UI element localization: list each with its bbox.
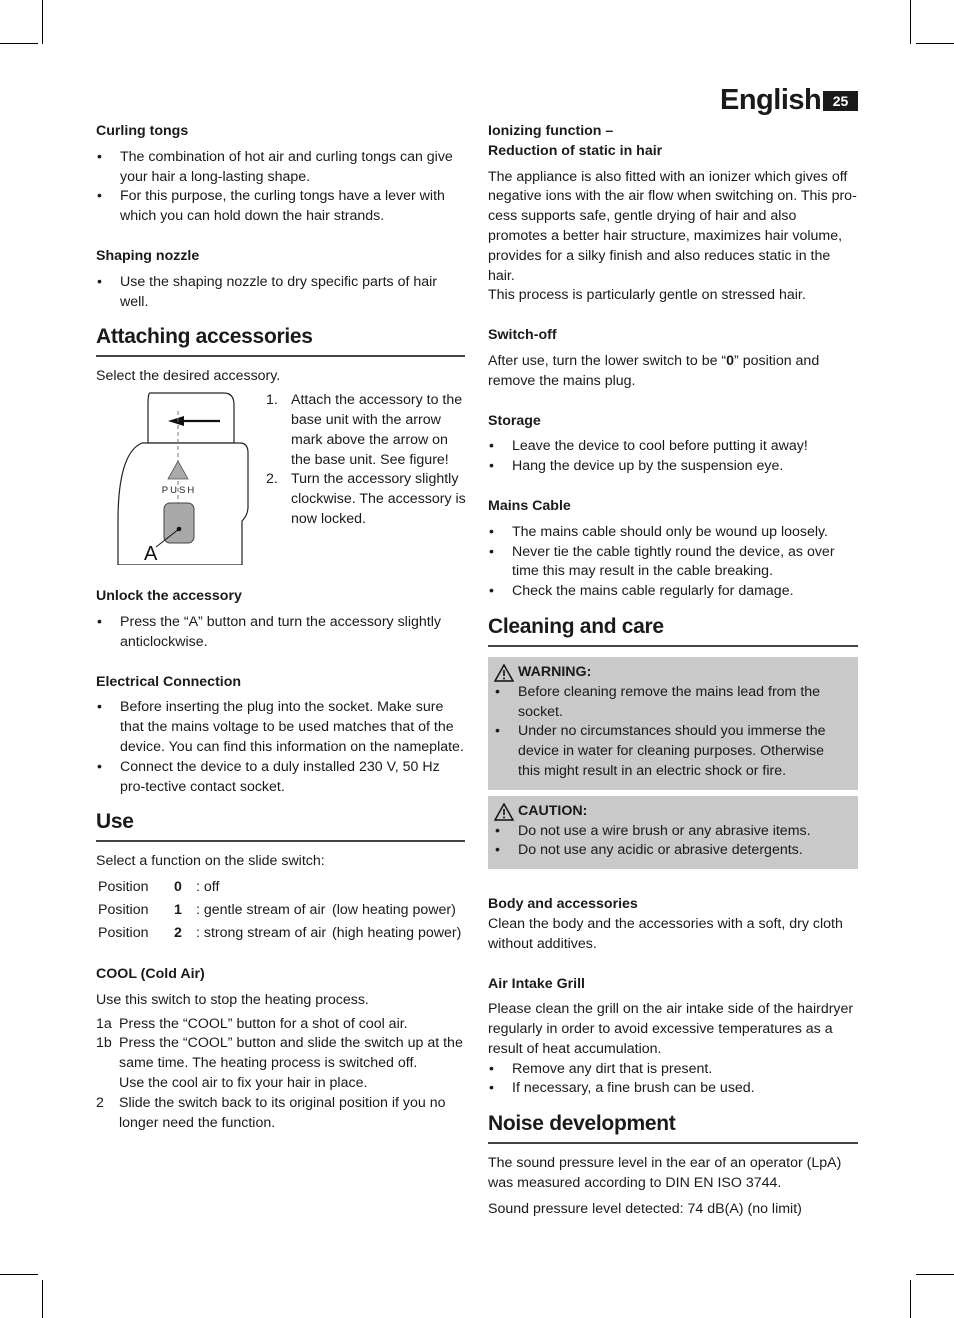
storage-list (488, 437, 858, 477)
caution-icon (494, 803, 514, 821)
switch-positions-table (98, 876, 461, 945)
noise-level-text: Sound pressure level detected: 74 dB(A) (no limit) (488, 1200, 802, 1217)
use-heading: Use (96, 809, 465, 842)
list-item: • Use the shaping nozzle to dry specific parts of hair well. (96, 273, 465, 313)
list-item: • Before inserting the plug into the socket. Make sure that the mains voltage to be used matches that of the device. You can find this information on the nameplate. (96, 698, 465, 757)
list-item: • The mains cable should only be wound up loosely. (488, 523, 858, 543)
list-item: • Under no circumstances should you immerse the device in water for cleaning purposes. Otherwise this might result in an electric shock or fire. (494, 722, 848, 781)
caution-title: CAUTION: (518, 802, 588, 819)
ionizing-text-2: This process is particularly gentle on stressed hair. (488, 287, 806, 304)
crop-mark (0, 43, 38, 44)
table-row: Position 2 : strong stream of air (high heating power) (98, 924, 462, 941)
a-button-label: A (144, 543, 158, 566)
list-item: 1. Attach the accessory to the base unit with the arrow mark above the arrow on the base unit. See figure! (266, 392, 463, 468)
crop-mark (0, 1274, 38, 1275)
use-intro: Select a function on the slide switch: (96, 853, 325, 870)
table-row: Position 1 : gentle stream of air (low heating power) (98, 901, 456, 918)
unlock-accessory-title: Unlock the accessory (96, 588, 242, 605)
list-item: • Before cleaning remove the mains lead from the socket. (494, 683, 848, 723)
accessory-attach-figure (112, 391, 252, 565)
list-item: • Leave the device to cool before putting it away! (488, 437, 858, 457)
switch-off-text: After use, turn the lower switch to be “0” position and remove the mains plug. (488, 352, 820, 389)
electrical-list (96, 698, 465, 797)
shaping-nozzle-title: Shaping nozzle (96, 247, 200, 264)
crop-mark (910, 0, 911, 44)
push-label: PUSH (161, 485, 197, 497)
caution-box (488, 796, 858, 869)
left-column (96, 122, 465, 1133)
body-accessories-text: Clean the body and the accessories with a soft, dry cloth without additives. (488, 915, 843, 952)
crop-mark (910, 1280, 911, 1318)
crop-mark (42, 1280, 43, 1318)
cool-steps (96, 1015, 465, 1134)
list-item: 1b Press the “COOL” button and slide the switch up at the same time. The heating process is switched off. Use the cool air to fix your hair in place. (96, 1035, 463, 1092)
table-row: Position 0 : off (98, 878, 220, 895)
right-column (488, 122, 858, 1220)
list-item: 2. Turn the accessory slightly clockwise. The accessory is now locked. (266, 471, 466, 527)
list-item: • Press the “A” button and turn the accessory slightly anticlockwise. (96, 613, 465, 653)
list-item: 1a Press the “COOL” button for a shot of cool air. (96, 1015, 408, 1032)
body-accessories-title: Body and accessories (488, 896, 638, 913)
cool-intro: Use this switch to stop the heating process. (96, 991, 369, 1008)
warning-list (494, 683, 848, 782)
list-item: 2 Slide the switch back to its original position if you no longer need the function. (96, 1094, 446, 1131)
ionizing-title: Ionizing function – Reduction of static in hair (488, 123, 663, 159)
mains-cable-list (488, 523, 858, 602)
list-item: • Check the mains cable regularly for damage. (488, 582, 858, 602)
crop-mark (916, 43, 954, 44)
ionizing-text: The appliance is also fitted with an ionizer which gives off negative ions with the air flow when switching on. This pro-cess supports safe, gentle drying of hair and also promotes a better hair structure, maximizes hair volume, provides for a silky finish and also reduces static in the hair. (488, 168, 857, 284)
crop-mark (42, 0, 43, 44)
curling-tongs-list (96, 148, 465, 227)
list-item: • Do not use any acidic or abrasive detergents. (494, 841, 848, 861)
attach-steps (266, 391, 466, 530)
warning-title: WARNING: (518, 663, 592, 680)
list-item: • Never tie the cable tightly round the device, as over time this may result in the cable breaking. (488, 543, 858, 583)
list-item: • For this purpose, the curling tongs have a lever with which you can hold down the hair strands. (96, 187, 465, 227)
air-intake-text: Please clean the grill on the air intake side of the hairdryer regularly in order to avoid excessive temperatures as a result of heat accumulation. (488, 1001, 854, 1057)
warning-icon (494, 664, 514, 682)
noise-heading: Noise development (488, 1111, 858, 1144)
attaching-block (96, 391, 465, 587)
storage-title: Storage (488, 412, 541, 429)
unlock-list (96, 613, 465, 653)
caution-list (494, 822, 848, 862)
list-item: • Remove any dirt that is present. (488, 1060, 858, 1080)
shaping-nozzle-list (96, 273, 465, 313)
electrical-connection-title: Electrical Connection (96, 673, 242, 690)
attaching-accessories-heading: Attaching accessories (96, 324, 465, 357)
list-item: • Do not use a wire brush or any abrasive items. (494, 822, 848, 842)
crop-mark (916, 1274, 954, 1275)
switch-off-title: Switch-off (488, 327, 557, 344)
list-item: • Connect the device to a duly installed 230 V, 50 Hz pro-tective contact socket. (96, 758, 465, 798)
mains-cable-title: Mains Cable (488, 497, 571, 514)
warning-box (488, 657, 858, 790)
cleaning-heading: Cleaning and care (488, 614, 858, 647)
page-number: 25 (823, 91, 858, 111)
list-item: • The combination of hot air and curling tongs can give your hair a long-lasting shape. (96, 148, 465, 188)
air-intake-title: Air Intake Grill (488, 975, 585, 992)
attaching-intro: Select the desired accessory. (96, 368, 281, 385)
cool-title: COOL (Cold Air) (96, 966, 205, 983)
noise-text: The sound pressure level in the ear of an operator (LpA) was measured according to DIN EN ISO 3744. (488, 1155, 842, 1192)
page-language-title: English (720, 84, 822, 116)
list-item: • If necessary, a fine brush can be used. (488, 1079, 858, 1099)
curling-tongs-title: Curling tongs (96, 123, 189, 139)
air-intake-list (488, 1060, 858, 1100)
list-item: • Hang the device up by the suspension eye. (488, 457, 858, 477)
